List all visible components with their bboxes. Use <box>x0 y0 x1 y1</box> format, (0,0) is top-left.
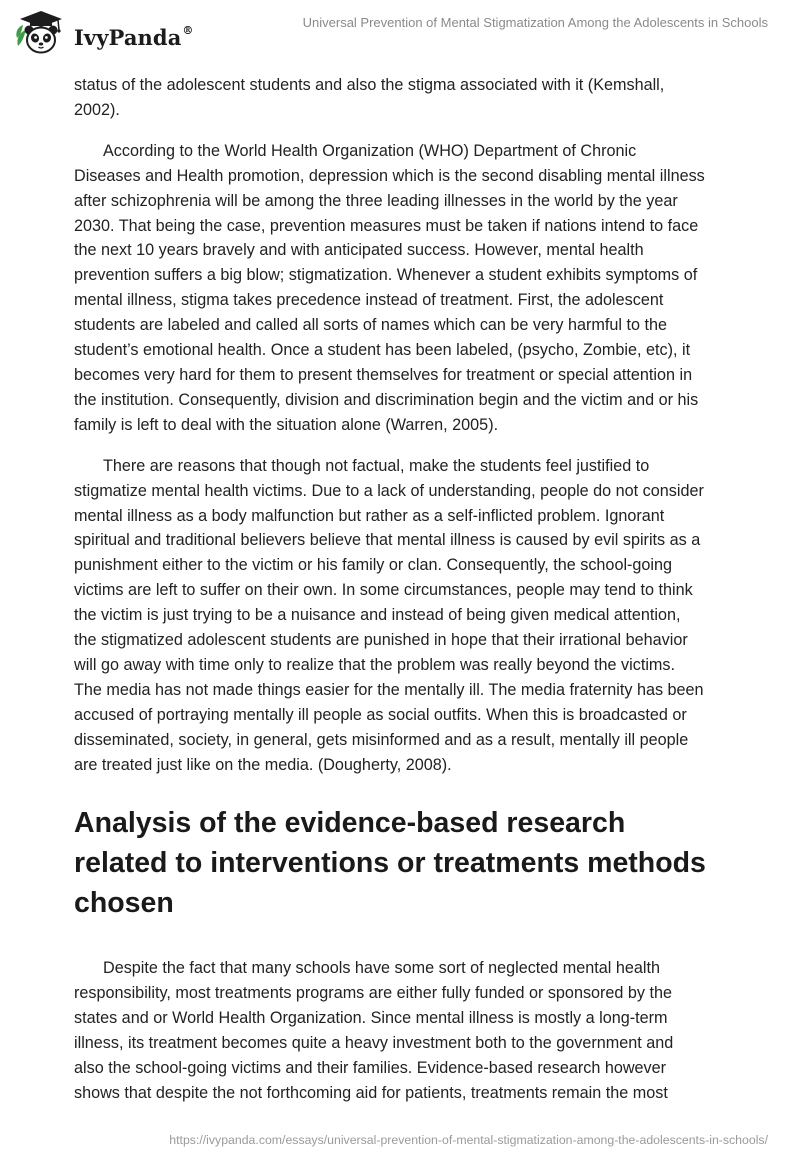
section-heading: Analysis of the evidence-based research related to interventions or treatments methods chosen <box>74 807 706 920</box>
essay-content <box>74 73 734 1122</box>
document-title: Universal Prevention of Mental Stigmatization Among the Adolescents in Schools <box>302 15 768 30</box>
paragraph-stigma-reasons: There are reasons that though not factual, make the students feel justified to stigmatize mental health victims. Due to a lack of understanding, people do not consider mental illness as a body malfunction but rather as a self-inflicted problem. Ignorant spiritual and traditional believers believe that mental illness is caused by evil spirits as a punishment either to the victim or his family or clan. Consequently, the school-going victims are left to suffer on their own. In some circumstances, people may tend to think the victim is just trying to be a nuisance and instead of being given medical attention, the stigmatized adolescent students are punished in hope that their irrational behavior will go away with time only to realize that the problem was really beyond the victims. The media has not made things easier for the mentally ill. The media fraternity has been accused of portraying mentally ill people as social outfits. When this is broadcasted or disseminated, society, in general, gets misinformed and as a result, mentally ill people are treated just like on the media. (Dougherty, 2008). <box>74 456 704 774</box>
paragraph-evidence-research: Despite the fact that many schools have some sort of neglected mental health responsibility, most treatments programs are either fully funded or sponsored by the states and or World Health Organization. Since mental illness is mostly a long-term illness, its treatment becomes quite a heavy investment both to the government and also the school-going victims and their families. Evidence-based research however shows that despite the not forthcoming aid for patients, treatments remain the most <box>74 959 674 1102</box>
page-header <box>0 0 800 64</box>
ivypanda-logo[interactable] <box>14 8 194 58</box>
source-url[interactable]: https://ivypanda.com/essays/universal-prevention-of-mental-stigmatization-among-the-adolescents-in-schools/ <box>169 1133 768 1147</box>
brand-name: IvyPanda® <box>74 23 194 50</box>
paragraph-continued: status of the adolescent students and also the stigma associated with it (Kemshall, 2002). <box>74 76 665 119</box>
panda-graduate-icon <box>14 8 68 58</box>
paragraph-who-depression: According to the World Health Organization (WHO) Department of Chronic Diseases and Health promotion, depression which is the second disabling mental illness after schizophrenia will be among the three leading illnesses in the world by the year 2030. That being the case, prevention measures must be taken if nations intend to face the next 10 years bravely and with anticipated success. However, mental health prevention suffers a big blow; stigmatization. Whenever a student exhibits symptoms of mental illness, stigma takes precedence instead of treatment. First, the adolescent students are labeled and called all sorts of names which can be very harmful to the student’s emotional health. Once a student has been labeled, (psycho, Zombie, etc), it becomes very hard for them to present themselves for treatment or special attention in the institution. Consequently, division and discrimination begin and the victim and or his family is left to deal with the situation alone (Warren, 2005). <box>74 141 705 434</box>
